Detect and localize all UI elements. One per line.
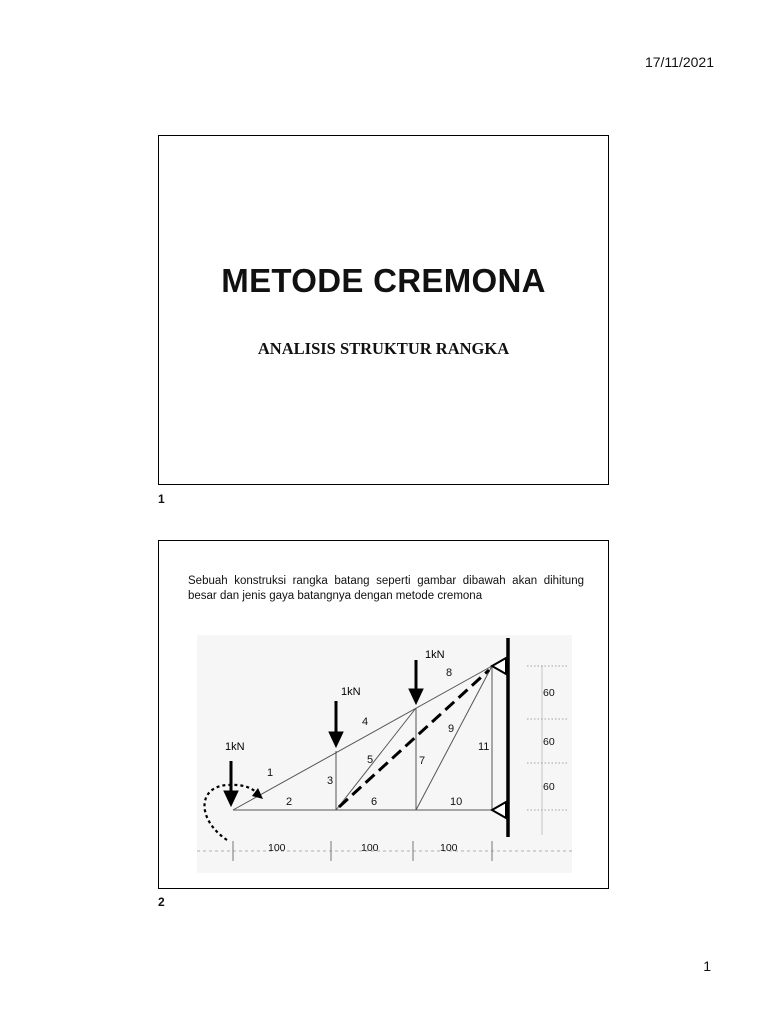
load-label-1: 1kN (225, 741, 245, 753)
member-label: 7 (419, 755, 426, 767)
member-label: 10 (450, 796, 463, 808)
print-date: 17/11/2021 (644, 54, 714, 70)
problem-statement: Sebuah konstruksi rangka batang seperti gambar dibawah akan dihitung besar dan jenis gaya batangnya dengan metode cremona (188, 575, 584, 602)
slide-2 (158, 540, 609, 889)
diagram-background (197, 635, 572, 873)
slide-number-1: 1 (158, 492, 165, 506)
dimension-label: 60 (543, 781, 555, 793)
dimension-label: 60 (543, 736, 555, 748)
member-label: 9 (448, 723, 455, 735)
dimension-label: 60 (543, 687, 555, 699)
slide-1 (158, 135, 609, 485)
member-label: 1 (267, 767, 274, 779)
member-label: 3 (327, 775, 334, 787)
member-label: 8 (446, 667, 453, 679)
member-label: 11 (478, 741, 490, 753)
dimension-label: 100 (361, 842, 379, 854)
member-label: 5 (367, 754, 374, 766)
slide-subtitle: ANALISIS STRUKTUR RANGKA (257, 339, 510, 358)
load-label-3: 1kN (425, 649, 445, 661)
member-label: 2 (286, 796, 293, 808)
dimension-label: 100 (440, 842, 458, 854)
load-label-2: 1kN (341, 686, 361, 698)
truss-diagram (197, 635, 572, 873)
dimension-label: 100 (268, 842, 286, 854)
member-label: 4 (362, 716, 369, 728)
slide-number-2: 2 (158, 895, 165, 909)
slide-title: METODE CREMONA (221, 262, 546, 299)
page-number: 1 (703, 958, 711, 974)
member-label: 6 (371, 796, 378, 808)
